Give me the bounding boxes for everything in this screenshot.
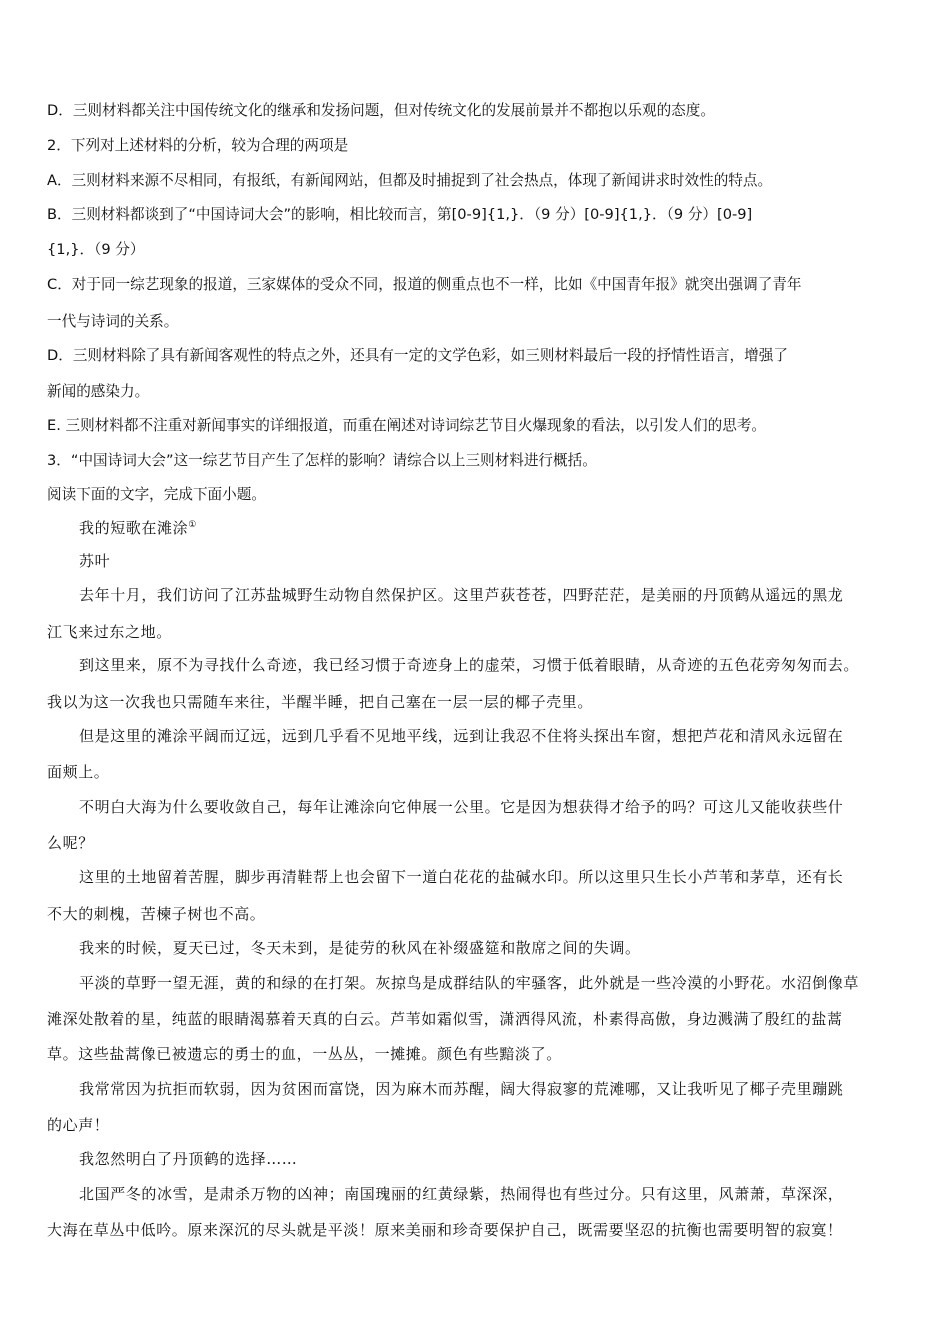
story-line: 滩深处散着的星，纯蓝的眼睛渴慕着天真的白云。芦苇如霜似雪，潇洒得风流，朴素得高傲，身边溅满了殷红的盐蒿 <box>47 1010 843 1028</box>
story-line: 我忽然明白了丹顶鹤的选择…… <box>79 1150 298 1168</box>
story-line: 草。这些盐蒿像已被遗忘的勇士的血，一丛丛，一摊摊。颜色有些黯淡了。 <box>47 1045 562 1063</box>
story-title-footnote-mark: ① <box>188 520 197 530</box>
q3-stem: 3．“中国诗词大会”这一综艺节目产生了怎样的影响？请综合以上三则材料进行概括。 <box>47 452 597 469</box>
q2-option-b-line2: {1,}．（9 分） <box>47 241 145 258</box>
story-line: 大海在草丛中低吟。原来深沉的尽头就是平淡！原来美丽和珍奇要保护自己，既需要坚忍的抗衡也需要明智的寂寞！ <box>47 1221 843 1239</box>
story-line: 北国严冬的冰雪，是肃杀万物的凶神；南国瑰丽的红黄绿紫，热闹得也有些过分。只有这里，风萧萧，草深深， <box>79 1185 844 1203</box>
story-line: 我以为这一次我也只需随车来往，半醒半睡，把自己塞在一层一层的椰子壳里。 <box>47 693 594 711</box>
story-line: 这里的土地留着苦腥，脚步再清鞋帮上也会留下一道白花花的盐碱水印。所以这里只生长小芦苇和茅草，还有长 <box>79 868 844 886</box>
story-line: 到这里来，原不为寻找什么奇迹，我已经习惯于奇迹身上的虚荣，习惯于低着眼睛，从奇迹的五色花旁匆匆而去。 <box>79 656 860 674</box>
story-line: 江飞来过东之地。 <box>47 623 172 641</box>
story-author: 苏叶 <box>79 552 111 570</box>
story-title-text: 我的短歌在滩涂 <box>79 519 189 537</box>
q2-option-a: A．三则材料来源不尽相同，有报纸，有新闻网站，但都及时捕捉到了社会热点，体现了新闻讲求时效性的特点。 <box>47 172 773 189</box>
story-line: 去年十月，我们访问了江苏盐城野生动物自然保护区。这里芦荻苍苍，四野茫茫，是美丽的丹顶鹤从遥远的黑龙 <box>79 586 844 604</box>
story-line: 不大的刺槐，苦楝子树也不高。 <box>47 905 266 923</box>
story-line: 但是这里的滩涂平阔而辽远，远到几乎看不见地平线，远到让我忍不住将头探出车窗，想把芦花和清风永远留在 <box>79 727 844 745</box>
story-title <box>79 518 197 538</box>
q2-option-c-line1: C．对于同一综艺现象的报道，三家媒体的受众不同，报道的侧重点也不一样，比如《中国青年报》就突出强调了青年 <box>47 276 802 293</box>
q2-option-e: E. 三则材料都不注重对新闻事实的详细报道，而重在阐述对诗词综艺节目火爆现象的看法，以引发人们的思考。 <box>47 417 767 434</box>
q2-option-c-line2: 一代与诗词的关系。 <box>47 313 179 330</box>
reading-instruction: 阅读下面的文字，完成下面小题。 <box>47 486 266 503</box>
story-line: 我来的时候，夏天已过，冬天未到，是徒劳的秋风在补缀盛筵和散席之间的失调。 <box>79 939 641 957</box>
story-line: 平淡的草野一望无涯，黄的和绿的在打架。灰掠鸟是成群结队的牢骚客，此外就是一些冷漠的小野花。水沼倒像草 <box>79 974 860 992</box>
story-line: 我常常因为抗拒而软弱，因为贫困而富饶，因为麻木而苏醒，阔大得寂寥的荒滩哪，又让我听见了椰子壳里蹦跳 <box>79 1080 844 1098</box>
q2-option-d-line2: 新闻的感染力。 <box>47 383 150 400</box>
story-line: 面颊上。 <box>47 763 110 781</box>
q2-option-d-line1: D．三则材料除了具有新闻客观性的特点之外，还具有一定的文学色彩，如三则材料最后一段的抒情性语言，增强了 <box>47 347 788 364</box>
story-line: 么呢？ <box>47 834 94 852</box>
q2-stem: 2．下列对上述材料的分析，较为合理的两项是 <box>47 137 349 154</box>
q1-option-d: D．三则材料都关注中国传统文化的继承和发扬问题，但对传统文化的发展前景并不都抱以乐观的态度。 <box>47 102 715 119</box>
q2-option-b-line1: B．三则材料都谈到了“中国诗词大会”的影响，相比较而言，第[0-9]{1,}．（9 分）[0-9]{1,}．（9 分）[0-9] <box>47 206 753 223</box>
story-line: 不明白大海为什么要收敛自己，每年让滩涂向它伸展一公里。它是因为想获得才给予的吗？可这儿又能收获些什 <box>79 798 844 816</box>
story-line: 的心声！ <box>47 1116 110 1134</box>
